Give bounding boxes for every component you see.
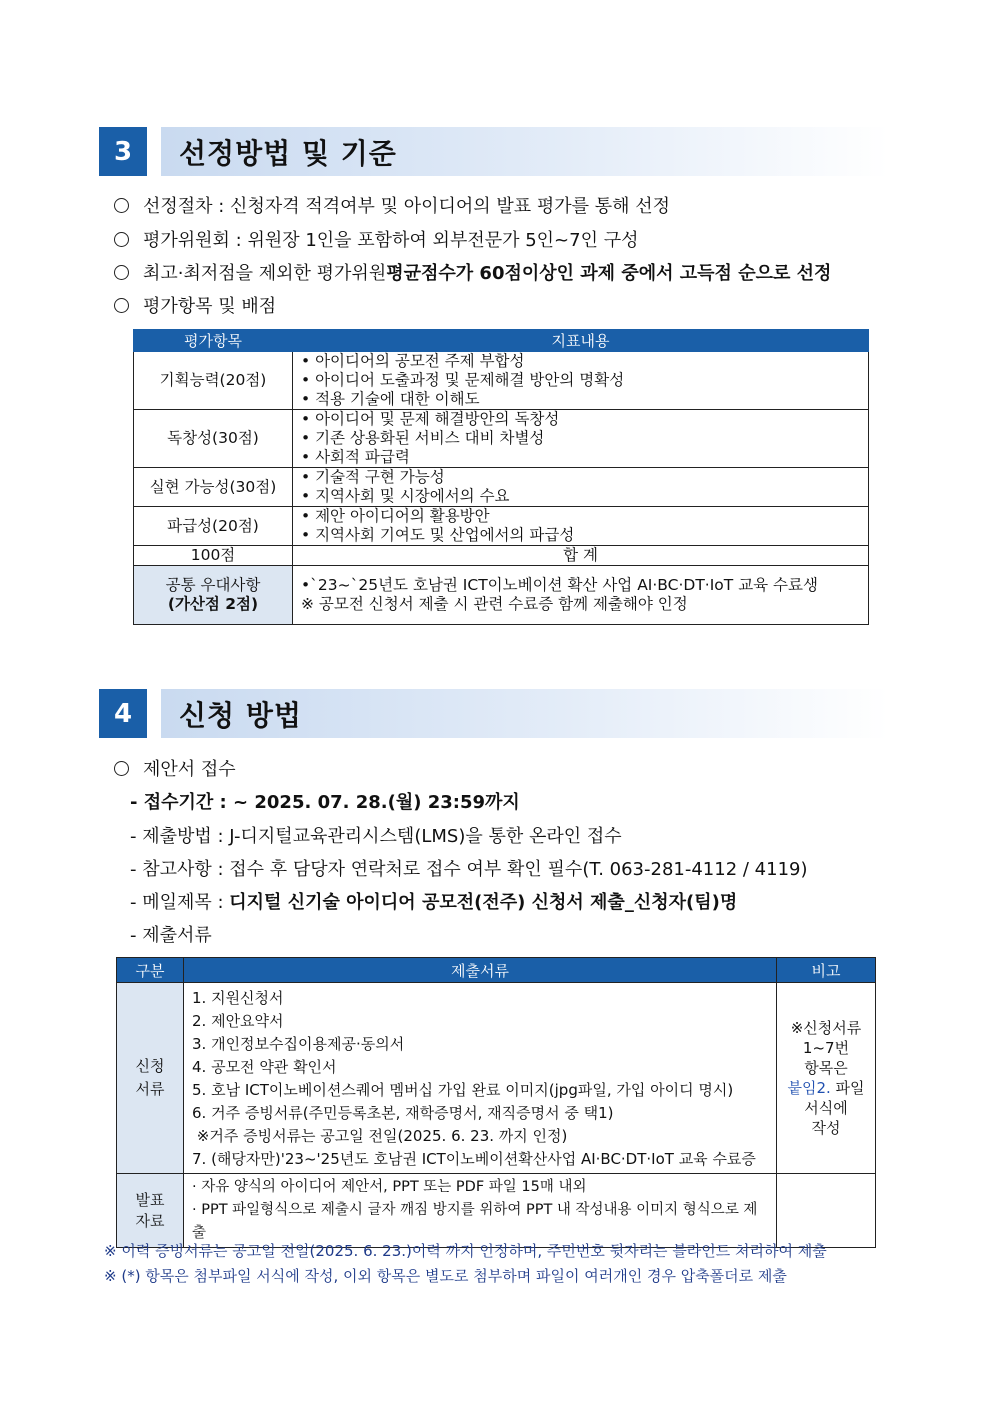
list-item: 7. (해당자만)'23~'25년도 호남권 ICT이노베이션확산사업 AI·BC·DT·IoT 교육 수료증 bbox=[192, 1150, 756, 1168]
header-remark: 비고 bbox=[777, 958, 876, 983]
row-item: 기획능력(20점) bbox=[134, 352, 293, 410]
documents-table bbox=[116, 957, 876, 1248]
category-presentation: 발표 자료 bbox=[117, 1174, 184, 1248]
item-documents: - 제출서류 bbox=[130, 925, 212, 946]
header-documents: 제출서류 bbox=[184, 958, 777, 983]
circle-bullet-icon bbox=[114, 265, 129, 280]
section-title: 선정방법 및 기준 bbox=[161, 127, 889, 176]
presentation-doc-list bbox=[184, 1174, 777, 1248]
table-bonus-row bbox=[134, 566, 869, 625]
row-indicators: • 제안 아이디어의 활용방안 • 지역사회 기여도 및 산업에서의 파급성 bbox=[293, 507, 869, 546]
row-indicators: • 아이디어 및 문제 해결방안의 독창성 • 기존 상용화된 서비스 대비 차별성 • 사회적 파급력 bbox=[293, 410, 869, 468]
header-category: 구분 bbox=[117, 958, 184, 983]
evaluation-table bbox=[133, 329, 869, 625]
row-indicators: • 아이디어의 공모전 주제 부합성 • 아이디어 도출과정 및 문제해결 방안의 명확성 • 적용 기술에 대한 이해도 bbox=[293, 352, 869, 410]
table-total-row bbox=[134, 546, 869, 566]
table-header-row bbox=[134, 330, 869, 352]
bullet-evaluation-items: 평가항목 및 배점 bbox=[114, 292, 276, 318]
bullet-selection-process: 선정절차 : 신청자격 적격여부 및 아이디어의 발표 평가를 통해 선정 bbox=[114, 192, 670, 218]
section-number: 4 bbox=[99, 689, 147, 738]
presentation-remark bbox=[777, 1174, 876, 1248]
header-indicator: 지표내용 bbox=[293, 330, 869, 352]
attachment-reference: 붙임2. bbox=[787, 1079, 831, 1097]
row-indicators: • 기술적 구현 가능성 • 지역사회 및 시장에서의 수요 bbox=[293, 468, 869, 507]
bullet-proposal-submission: 제안서 접수 bbox=[114, 755, 236, 781]
bullet-selection-criteria: 최고·최저점을 제외한 평가위원 평균점수가 60점이상인 과제 중에서 고득점 순으로 선정 bbox=[114, 259, 831, 285]
item-mail-subject: - 메일제목 : 디지털 신기술 아이디어 공모전(전주) 신청서 제출_신청자(팀)명 bbox=[130, 892, 738, 913]
total-points: 100점 bbox=[134, 546, 293, 566]
note-residence-proof: ※ 이력 증빙서류는 공고일 전일(2025. 6. 23.)이력 까지 인정하며, 주민번호 뒷자리는 블라인드 처리하여 제출 bbox=[104, 1242, 827, 1260]
header-item: 평가항목 bbox=[134, 330, 293, 352]
section-3-header bbox=[99, 127, 889, 176]
table-row bbox=[134, 468, 869, 507]
circle-bullet-icon bbox=[114, 232, 129, 247]
table-row bbox=[117, 983, 876, 1174]
category-application: 신청 서류 bbox=[117, 983, 184, 1174]
section-4-header bbox=[99, 689, 889, 738]
table-row bbox=[117, 1174, 876, 1248]
application-remark: ※신청서류 1~7번 항목은 붙임2. 파일 서식에 작성 bbox=[777, 983, 876, 1174]
table-row bbox=[134, 352, 869, 410]
list-item: 2. 제안요약서 bbox=[192, 1012, 284, 1030]
item-reference: - 참고사항 : 접수 후 담당자 연락처로 접수 여부 확인 필수(T. 063-281-4112 / 4119) bbox=[130, 859, 808, 880]
list-item: 5. 호남 ICT이노베이션스퀘어 멤버십 가입 완료 이미지(jpg파일, 가입 아이디 명시) bbox=[192, 1081, 734, 1099]
note-attachments: ※ (*) 항목은 첨부파일 서식에 작성, 이외 항목은 별도로 첨부하며 파일이 여러개인 경우 압축폴더로 제출 bbox=[104, 1267, 787, 1285]
circle-bullet-icon bbox=[114, 761, 129, 776]
table-row bbox=[134, 410, 869, 468]
list-item: 1. 지원신청서 bbox=[192, 989, 284, 1007]
table-row bbox=[134, 507, 869, 546]
list-item: ※거주 증빙서류는 공고일 전일(2025. 6. 23. 까지 인정) bbox=[192, 1127, 568, 1145]
circle-bullet-icon bbox=[114, 198, 129, 213]
row-item: 실현 가능성(30점) bbox=[134, 468, 293, 507]
list-item: · 자유 양식의 아이디어 제안서, PPT 또는 PDF 파일 15매 내외 bbox=[192, 1179, 587, 1195]
item-submission-period: - 접수기간 : ~ 2025. 07. 28.(월) 23:59까지 bbox=[130, 792, 520, 813]
list-item: · PPT 파일형식으로 제출시 글자 깨짐 방지를 위하여 PPT 내 작성내용 이미지 형식으로 제출 bbox=[192, 1202, 758, 1241]
section-number: 3 bbox=[99, 127, 147, 176]
list-item: 4. 공모전 약관 확인서 bbox=[192, 1058, 337, 1076]
list-item: 6. 거주 증빙서류(주민등록초본, 재학증명서, 재직증명서 중 택1) bbox=[192, 1104, 614, 1122]
total-label: 합 계 bbox=[293, 546, 869, 566]
item-submission-method: - 제출방법 : J-디지털교육관리시스템(LMS)을 통한 온라인 접수 bbox=[130, 826, 622, 847]
row-item: 독창성(30점) bbox=[134, 410, 293, 468]
table-header-row bbox=[117, 958, 876, 983]
section-title: 신청 방법 bbox=[161, 689, 889, 738]
bullet-committee: 평가위원회 : 위원장 1인을 포함하여 외부전문가 5인~7인 구성 bbox=[114, 226, 638, 252]
list-item: 3. 개인정보수집이용제공·동의서 bbox=[192, 1035, 405, 1053]
bonus-item: 공통 우대사항 (가산점 2점) bbox=[134, 566, 293, 625]
bonus-description: •`23~`25년도 호남권 ICT이노베이션 확산 사업 AI·BC·DT·IoT 교육 수료생 ※ 공모전 신청서 제출 시 관련 수료증 함께 제출해야 인정 bbox=[293, 566, 869, 625]
application-doc-list bbox=[184, 983, 777, 1174]
circle-bullet-icon bbox=[114, 298, 129, 313]
row-item: 파급성(20점) bbox=[134, 507, 293, 546]
